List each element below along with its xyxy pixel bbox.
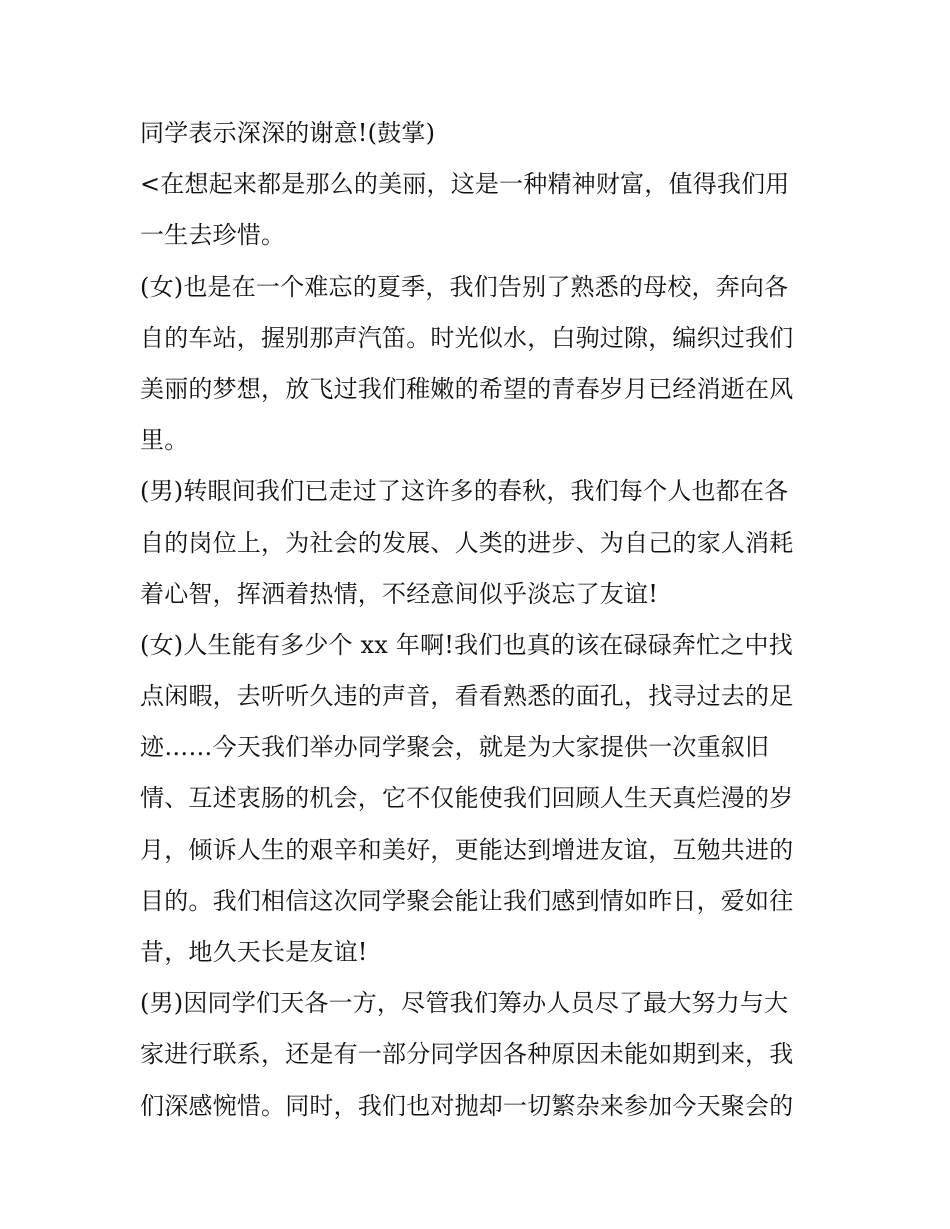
text-line: (男)转眼间我们已走过了这许多的春秋，我们每个人也都在各 (140, 477, 789, 506)
text-line: 家进行联系，还是有一部分同学因各种原因未能如期到来，我 (140, 1040, 794, 1069)
text-line: 迹……今天我们举办同学聚会，就是为大家提供一次重叙旧 (140, 733, 770, 762)
text-line: 们深感惋惜。同时，我们也对抛却一切繁杂来参加今天聚会的 (140, 1091, 794, 1120)
text-line: 月，倾诉人生的艰辛和美好，更能达到增进友谊，互勉共进的 (140, 835, 794, 864)
text-line: 情、互述衷肠的机会，它不仅能使我们回顾人生天真烂漫的岁 (140, 784, 794, 813)
text-line: 自的岗位上，为社会的发展、人类的进步、为自己的家人消耗 (140, 528, 794, 557)
text-line: (女)人生能有多少个 xx 年啊!我们也真的该在碌碌奔忙之中找 (140, 630, 793, 659)
document-text-body (140, 108, 820, 1132)
text-line: (女)也是在一个难忘的夏季，我们告别了熟悉的母校，奔向各 (140, 272, 789, 301)
text-line: 里。 (140, 426, 189, 455)
text-line: 美丽的梦想，放飞过我们稚嫩的希望的青春岁月已经消逝在风 (140, 374, 794, 403)
text-line: 昔，地久天长是友谊! (140, 938, 368, 966)
text-line: (男)因同学们天各一方，尽管我们筹办人员尽了最大努力与大 (140, 989, 789, 1018)
text-line: <在想起来都是那么的美丽，这是一种精神财富，值得我们用 (140, 170, 790, 199)
text-line: 同学表示深深的谢意!(鼓掌) (140, 119, 436, 147)
text-line: 自的车站，握别那声汽笛。时光似水，白驹过隙，编织过我们 (140, 323, 794, 352)
text-line: 着心智，挥洒着热情，不经意间似乎淡忘了友谊! (140, 579, 659, 608)
text-line: 目的。我们相信这次同学聚会能让我们感到情如昨日，爱如往 (140, 886, 794, 915)
text-line: 点闲暇，去听听久违的声音，看看熟悉的面孔，找寻过去的足 (140, 682, 794, 711)
text-line: 一生去珍惜。 (140, 221, 286, 250)
